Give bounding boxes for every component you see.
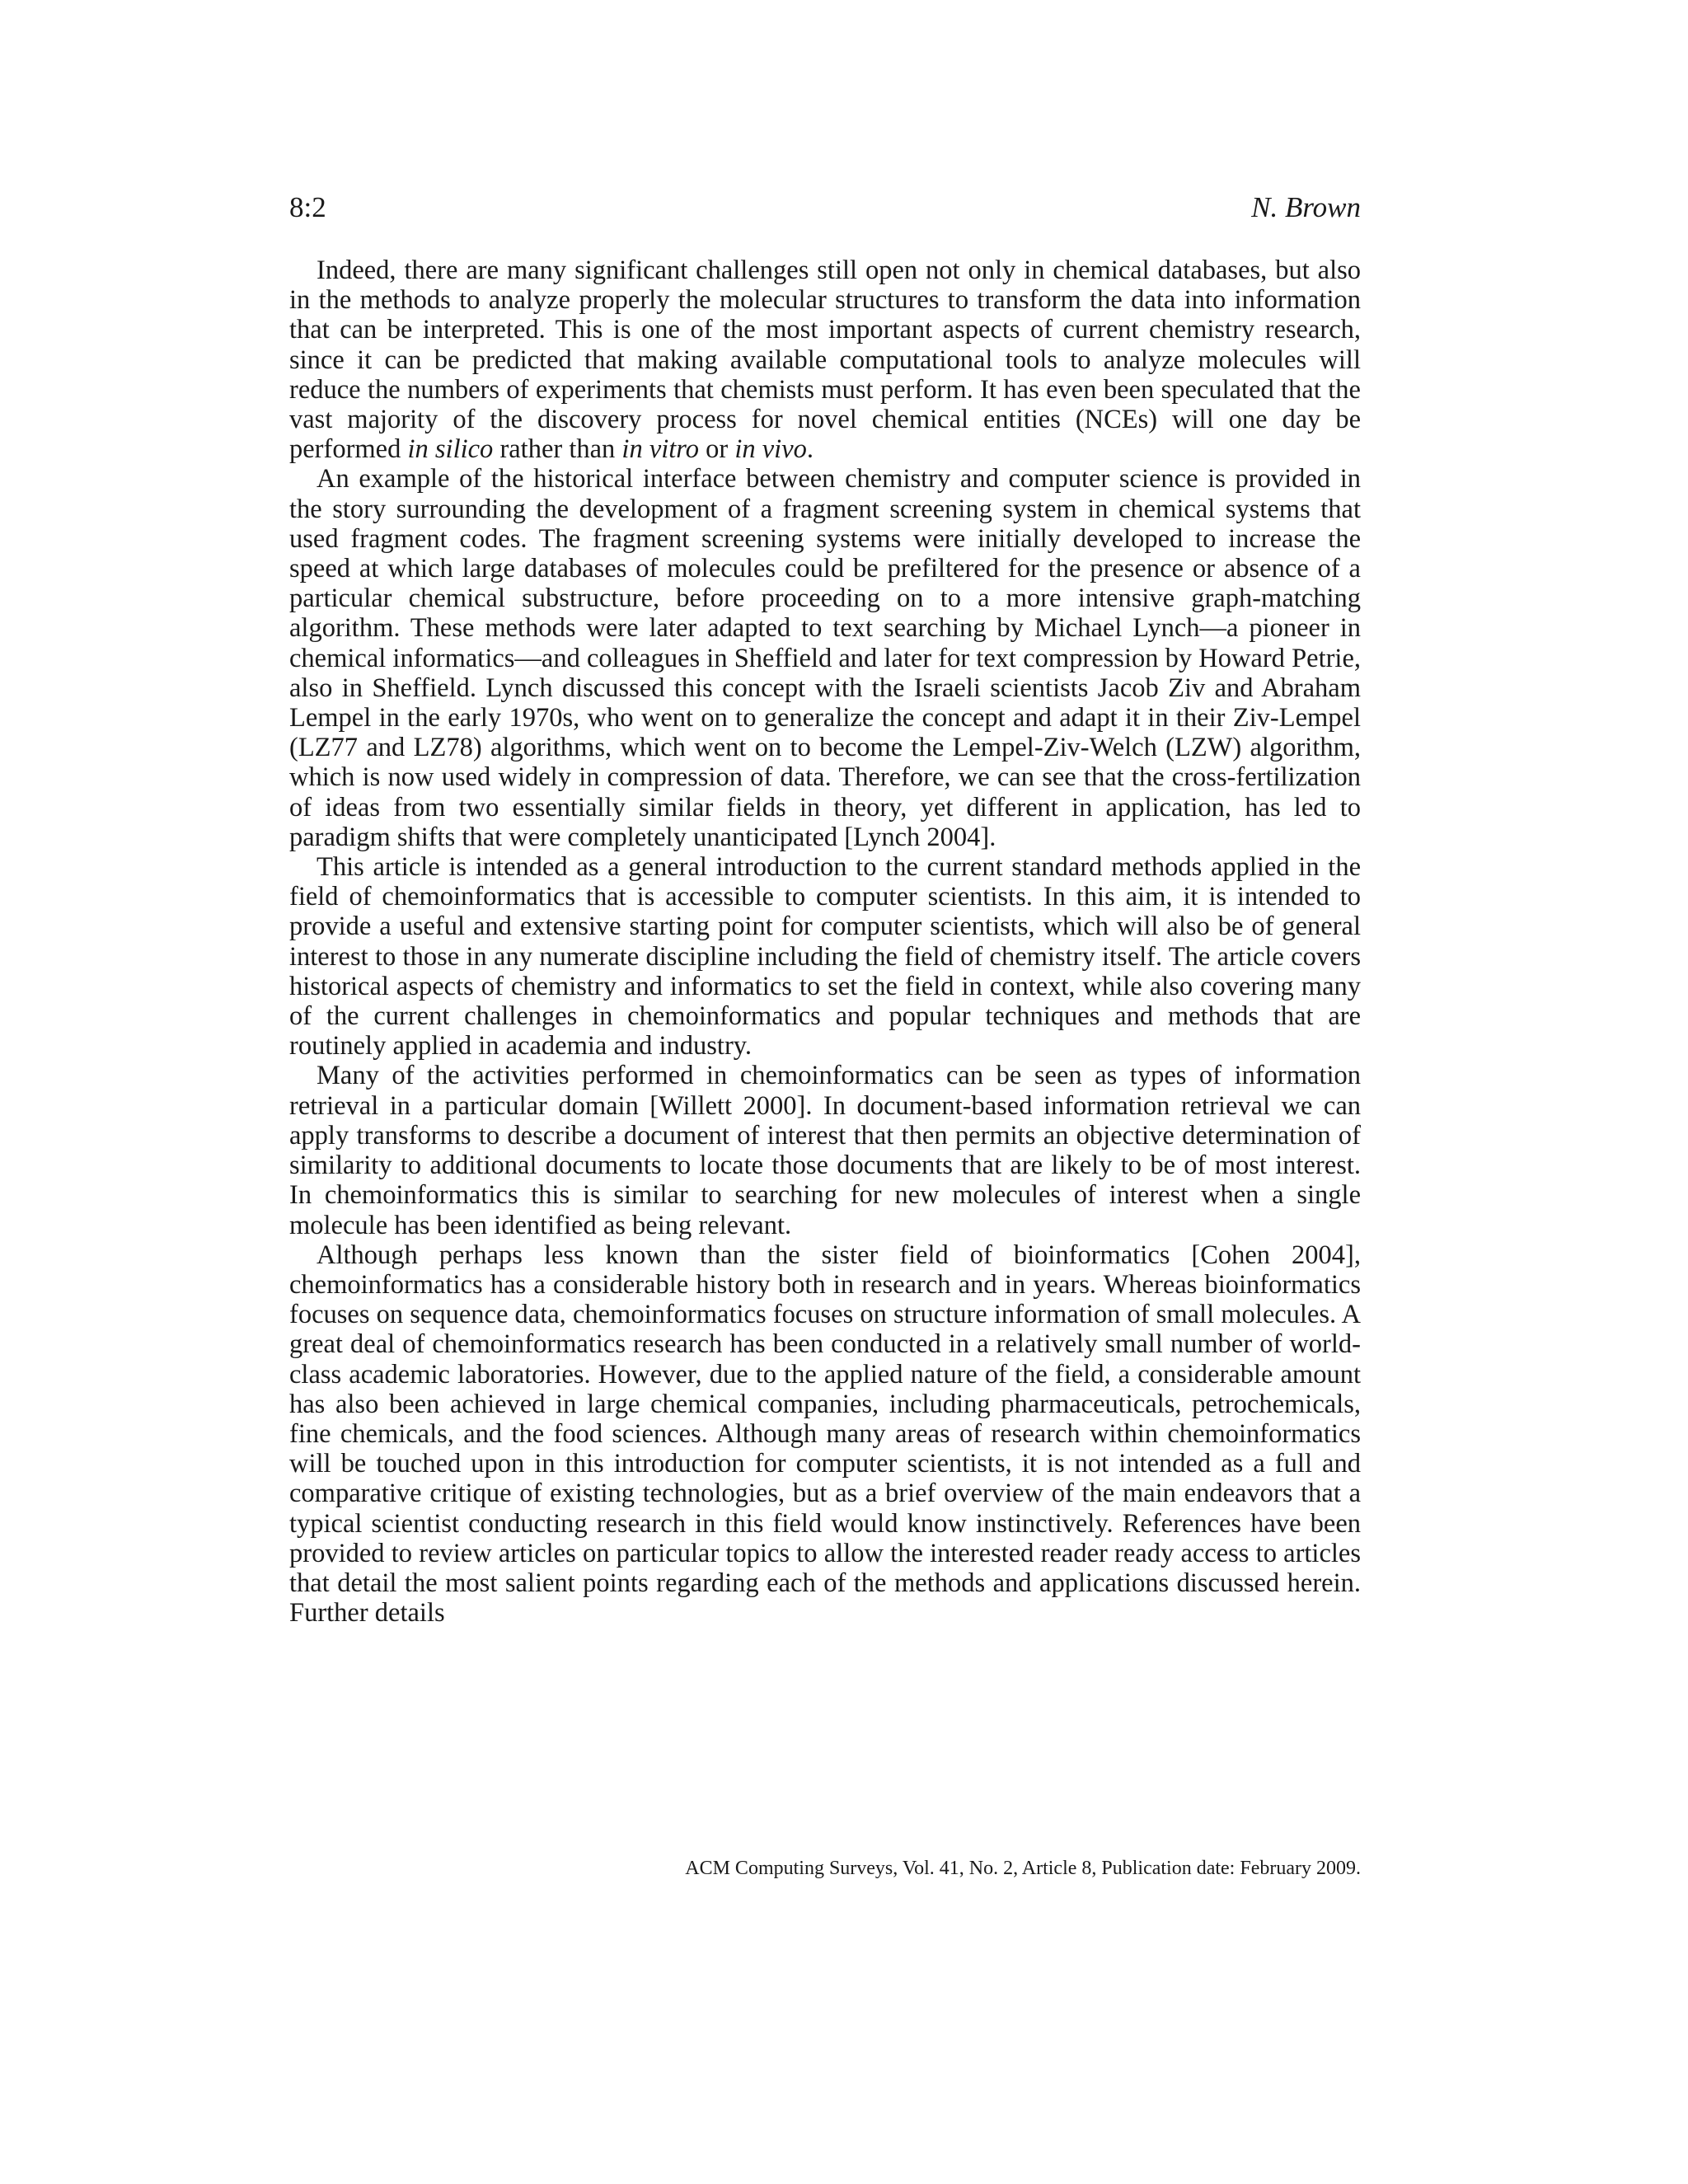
text-run: or: [699, 434, 735, 465]
journal-citation-footer: ACM Computing Surveys, Vol. 41, No. 2, Article 8, Publication date: February 2009.: [685, 1858, 1361, 1879]
running-author: N. Brown: [1251, 191, 1361, 223]
italic-term-in-vitro: in vitro: [621, 434, 700, 465]
text-run: An example of the historical interface between chemistry and computer science is provided in the story surrounding the development of a fragment screening system in chemical systems that used fragment codes. The fragment screening systems were initially developed to increase the speed at which large databases of molecules could be prefiltered for the presence or absence of a particular chemical substructure, before proceeding on to a more intensive graph-matching algorithm. These methods were later adapted to text searching by Michael Lynch—a pioneer in chemical informatics—and colleagues in Sheffield and later for text compression by Howard Petrie, also in Sheffield. Lynch discussed this concept with the Israeli scientists Jacob Ziv and Abraham Lempel in the early 1970s, who went on to generalize the concept and adapt it in their Ziv-Lempel (LZ77 and LZ78) algorithms, which went on to become the Lempel-Ziv-Welch (LZW) algorithm, which is now used widely in compression of data. Therefore, we can see that the cross-fertilization of ideas from two essentially similar fields in theory, yet different in application, has led to paradigm shifts that were completely unanticipated [Lynch 2004].: [289, 464, 1361, 852]
paragraph-1: [289, 255, 1361, 464]
running-header: [289, 188, 1361, 227]
italic-term-in-vivo: in vivo: [734, 434, 807, 465]
article-body: [289, 255, 1361, 1628]
paragraph-5: [289, 1240, 1361, 1629]
text-run: Although perhaps less known than the sister field of bioinformatics [Cohen 2004], chemoinformatics has a considerable history both in research and in years. Whereas bioinformatics focuses on sequence data, chemoinformatics focuses on structure information of small molecules. A great deal of chemoinformatics research has been conducted in a relatively small number of world-class academic laboratories. However, due to the applied nature of the field, a considerable amount has also been achieved in large chemical companies, including pharmaceuticals, petrochemicals, fine chemicals, and the food sciences. Although many areas of research within chemoinformatics will be touched upon in this introduction for computer scientists, it is not intended as a full and comparative critique of existing technologies, but as a brief overview of the main endeavors that a typical scientist conducting research in this field would know instinctively. References have been provided to review articles on particular topics to allow the interested reader ready access to articles that detail the most salient points regarding each of the methods and applications discussed herein. Further details: [289, 1240, 1361, 1629]
text-run: Many of the activities performed in chemoinformatics can be seen as types of information retrieval in a particular domain [Willett 2000]. In document-based information retrieval we can apply transforms to describe a document of interest that then permits an objective determination of similarity to additional documents to locate those documents that are likely to be of most interest. In chemoinformatics this is similar to searching for new molecules of interest when a single molecule has been identified as being relevant.: [289, 1061, 1361, 1240]
paragraph-3: [289, 852, 1361, 1061]
text-run: Indeed, there are many significant challenges still open not only in chemical databases, but also in the methods to analyze properly the molecular structures to transform the data into information that can be interpreted. This is one of the most important aspects of current chemistry research, since it can be predicted that making available computational tools to analyze molecules will reduce the numbers of experiments that chemists must perform. It has even been speculated that the vast majority of the discovery process for novel chemical entities (NCEs) will one day be performed: [289, 255, 1361, 465]
text-run: .: [806, 434, 814, 465]
page-number: 8:2: [289, 191, 326, 223]
paragraph-2: [289, 464, 1361, 852]
text-run: This article is intended as a general introduction to the current standard methods applied in the field of chemoinformatics that is accessible to computer scientists. In this aim, it is intended to provide a useful and extensive starting point for computer scientists, which will also be of general interest to those in any numerate discipline including the field of chemistry itself. The article covers historical aspects of chemistry and informatics to set the field in context, while also covering many of the current challenges in chemoinformatics and popular techniques and methods that are routinely applied in academia and industry.: [289, 852, 1361, 1062]
text-run: rather than: [493, 434, 622, 465]
italic-term-in-silico: in silico: [407, 434, 494, 465]
paragraph-4: [289, 1061, 1361, 1240]
